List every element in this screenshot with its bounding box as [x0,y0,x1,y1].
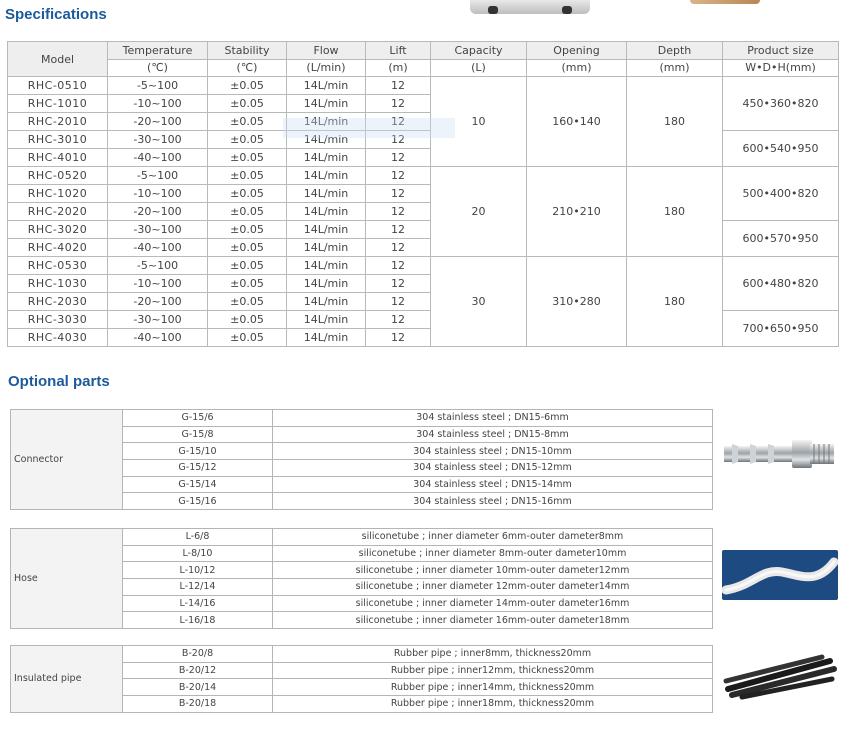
depth-cell: 180 [627,257,723,347]
capacity-cell: 30 [431,257,527,347]
part-category: Connector [11,410,123,510]
model-cell: RHC-4020 [8,239,108,257]
header-label: Opening [527,42,627,60]
header-label: Flow [287,42,366,60]
table-row [8,167,839,185]
temperature-cell: -40~100 [108,239,208,257]
header-unit: (mm) [627,60,723,77]
flow-cell: 14L/min [287,131,366,149]
part-description-cell: 304 stainless steel ; DN15-14mm [273,476,713,493]
product-size-cell: 600•570•950 [723,221,839,257]
temperature-cell: -30~100 [108,131,208,149]
stability-cell: ±0.05 [208,185,287,203]
lift-cell: 12 [366,311,431,329]
watermark [283,118,455,138]
model-cell: RHC-1010 [8,95,108,113]
copper-part-photo [690,0,760,4]
stability-cell: ±0.05 [208,203,287,221]
specifications-heading: Specifications [5,6,107,23]
spec-table-header [8,42,839,77]
part-description-cell: Rubber pipe ; inner14mm, thickness20mm [273,679,713,696]
part-code-cell: L-12/14 [123,579,273,596]
part-code-cell: B-20/18 [123,696,273,713]
part-description-cell: Rubber pipe ; inner12mm, thickness20mm [273,662,713,679]
part-description-cell: 304 stainless steel ; DN15-16mm [273,493,713,510]
model-cell: RHC-3030 [8,311,108,329]
table-row [11,646,713,663]
product-size-cell: 600•540•950 [723,131,839,167]
part-description-cell: siliconetube ; inner diameter 10mm-outer dameter12mm [273,562,713,579]
flow-cell: 14L/min [287,185,366,203]
part-code-cell: L-6/8 [123,529,273,546]
stainless-connector-photo [722,428,838,480]
model-cell: RHC-4030 [8,329,108,347]
part-code-cell: G-15/14 [123,476,273,493]
model-cell: RHC-0530 [8,257,108,275]
header-unit: (℃) [108,60,208,77]
part-description-cell: Rubber pipe ; inner8mm, thickness20mm [273,646,713,663]
optional-parts-heading: Optional parts [8,373,110,390]
insulated-pipe-photo [722,653,838,701]
lift-cell: 12 [366,257,431,275]
part-code-cell: G-15/8 [123,426,273,443]
capacity-cell: 10 [431,77,527,167]
part-description-cell: 304 stainless steel ; DN15-8mm [273,426,713,443]
header-unit: (℃) [208,60,287,77]
model-cell: RHC-0520 [8,167,108,185]
stability-cell: ±0.05 [208,167,287,185]
header-unit: (L/min) [287,60,366,77]
part-description-cell: 304 stainless steel ; DN15-12mm [273,460,713,477]
lift-cell: 12 [366,95,431,113]
part-description-cell: siliconetube ; inner diameter 14mm-outer dameter16mm [273,595,713,612]
part-category: Insulated pipe [11,646,123,713]
capacity-cell: 20 [431,167,527,257]
header-label: Stability [208,42,287,60]
stability-cell: ±0.05 [208,95,287,113]
header-unit: W•D•H(mm) [723,60,839,77]
table-row [8,77,839,95]
table-row [11,410,713,427]
part-code-cell: B-20/12 [123,662,273,679]
stability-cell: ±0.05 [208,329,287,347]
flow-cell: 14L/min [287,221,366,239]
stability-cell: ±0.05 [208,113,287,131]
stability-cell: ±0.05 [208,311,287,329]
product-size-cell: 700•650•950 [723,311,839,347]
opening-cell: 210•210 [527,167,627,257]
temperature-cell: -30~100 [108,221,208,239]
part-description-cell: 304 stainless steel ; DN15-10mm [273,443,713,460]
lift-cell: 12 [366,113,431,131]
model-cell: RHC-1020 [8,185,108,203]
opening-cell: 160•140 [527,77,627,167]
flow-cell: 14L/min [287,77,366,95]
temperature-cell: -20~100 [108,113,208,131]
header-unit: (m) [366,60,431,77]
temperature-cell: -5~100 [108,167,208,185]
table-row [11,529,713,546]
hose-table [10,528,713,629]
temperature-cell: -5~100 [108,77,208,95]
lift-cell: 12 [366,203,431,221]
model-cell: RHC-3010 [8,131,108,149]
lift-cell: 12 [366,221,431,239]
part-code-cell: L-16/18 [123,612,273,629]
model-cell: RHC-1030 [8,275,108,293]
lift-cell: 12 [366,275,431,293]
lift-cell: 12 [366,149,431,167]
product-size-cell: 450•360•820 [723,77,839,131]
part-code-cell: B-20/14 [123,679,273,696]
model-cell: RHC-2030 [8,293,108,311]
temperature-cell: -40~100 [108,329,208,347]
lift-cell: 12 [366,185,431,203]
depth-cell: 180 [627,77,723,167]
flow-cell: 14L/min [287,149,366,167]
part-code-cell: B-20/8 [123,646,273,663]
flow-cell: 14L/min [287,293,366,311]
stability-cell: ±0.05 [208,275,287,293]
flow-cell: 14L/min [287,257,366,275]
insulated-pipe-table [10,645,713,713]
part-code-cell: G-15/10 [123,443,273,460]
part-description-cell: siliconetube ; inner diameter 8mm-outer dameter10mm [273,545,713,562]
flow-cell: 14L/min [287,239,366,257]
model-cell: RHC-4010 [8,149,108,167]
product-size-cell: 500•400•820 [723,167,839,221]
header-model: Model [8,42,108,77]
model-cell: RHC-2020 [8,203,108,221]
part-category: Hose [11,529,123,629]
part-description-cell: Rubber pipe ; inner18mm, thickness20mm [273,696,713,713]
stability-cell: ±0.05 [208,293,287,311]
flow-cell: 14L/min [287,329,366,347]
part-code-cell: G-15/16 [123,493,273,510]
lift-cell: 12 [366,239,431,257]
header-label: Capacity [431,42,527,60]
lift-cell: 12 [366,293,431,311]
header-label: Depth [627,42,723,60]
lift-cell: 12 [366,167,431,185]
header-unit: (mm) [527,60,627,77]
part-description-cell: siliconetube ; inner diameter 12mm-outer dameter14mm [273,579,713,596]
table-row [8,257,839,275]
flow-cell: 14L/min [287,113,366,131]
header-label: Lift [366,42,431,60]
temperature-cell: -30~100 [108,311,208,329]
part-code-cell: G-15/12 [123,460,273,477]
product-photo [470,0,590,14]
temperature-cell: -10~100 [108,185,208,203]
part-description-cell: siliconetube ; inner diameter 16mm-outer dameter18mm [273,612,713,629]
flow-cell: 14L/min [287,167,366,185]
connector-table [10,409,713,510]
part-code-cell: G-15/6 [123,410,273,427]
stability-cell: ±0.05 [208,239,287,257]
stability-cell: ±0.05 [208,149,287,167]
header-unit: (L) [431,60,527,77]
stability-cell: ±0.05 [208,257,287,275]
part-description-cell: siliconetube ; inner diameter 6mm-outer dameter8mm [273,529,713,546]
lift-cell: 12 [366,77,431,95]
flow-cell: 14L/min [287,203,366,221]
lift-cell: 12 [366,329,431,347]
stability-cell: ±0.05 [208,131,287,149]
flow-cell: 14L/min [287,311,366,329]
temperature-cell: -10~100 [108,275,208,293]
model-cell: RHC-3020 [8,221,108,239]
stability-cell: ±0.05 [208,77,287,95]
lift-cell: 12 [366,131,431,149]
product-size-cell: 600•480•820 [723,257,839,311]
temperature-cell: -20~100 [108,293,208,311]
stability-cell: ±0.05 [208,221,287,239]
spec-table-body [8,77,839,347]
part-code-cell: L-14/16 [123,595,273,612]
temperature-cell: -20~100 [108,203,208,221]
silicone-hose-photo [722,550,838,600]
part-description-cell: 304 stainless steel ; DN15-6mm [273,410,713,427]
header-label: Temperature [108,42,208,60]
temperature-cell: -5~100 [108,257,208,275]
model-cell: RHC-0510 [8,77,108,95]
temperature-cell: -40~100 [108,149,208,167]
part-code-cell: L-10/12 [123,562,273,579]
flow-cell: 14L/min [287,95,366,113]
header-label: Product size [723,42,839,60]
temperature-cell: -10~100 [108,95,208,113]
model-cell: RHC-2010 [8,113,108,131]
depth-cell: 180 [627,167,723,257]
opening-cell: 310•280 [527,257,627,347]
flow-cell: 14L/min [287,275,366,293]
specifications-table [7,41,839,347]
part-code-cell: L-8/10 [123,545,273,562]
